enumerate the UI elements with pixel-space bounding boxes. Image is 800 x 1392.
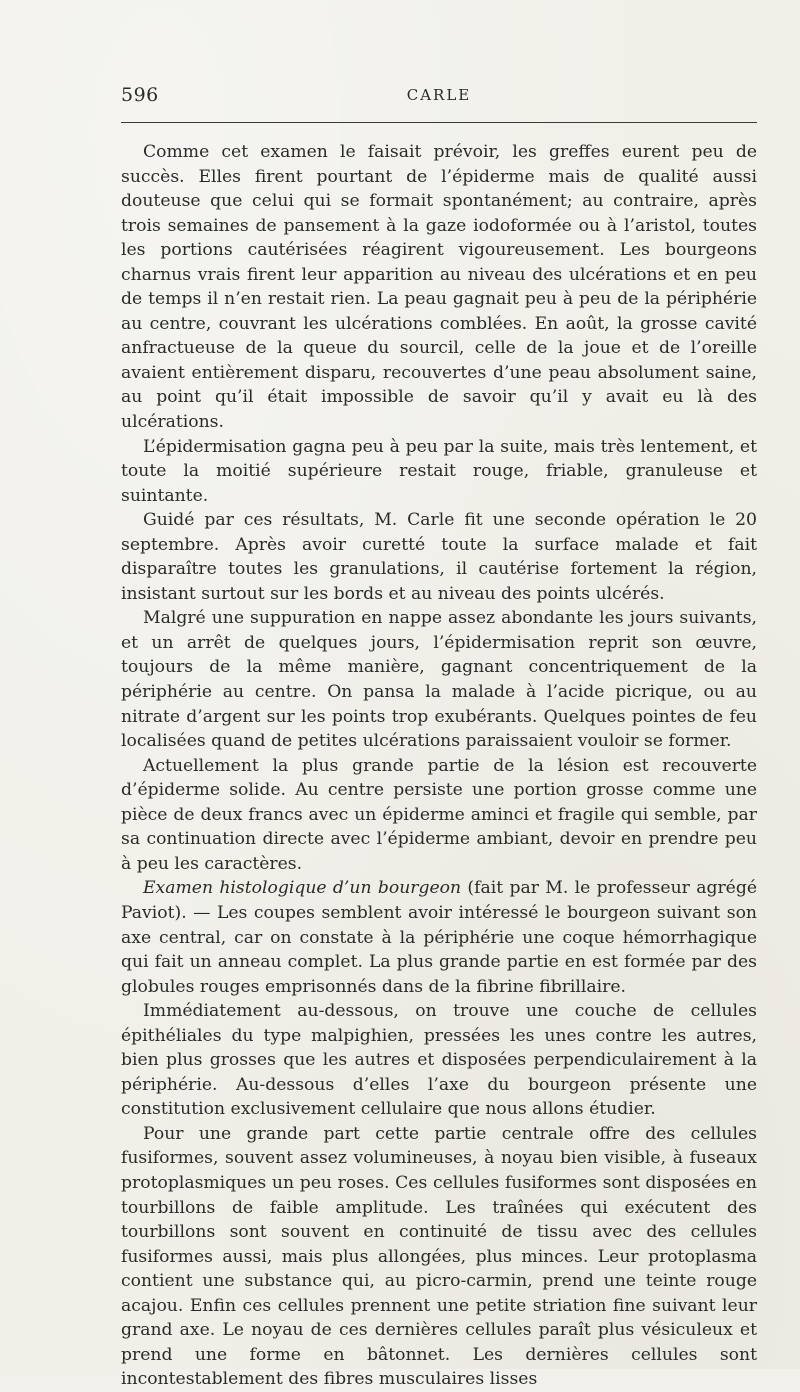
- page-number: 596: [121, 84, 159, 106]
- paragraph-8: Pour une grande part cette partie centrale offre des cellules fusiformes, souvent assez volumineuses, à noyau bien visible, à fuseaux protoplasmiques un peu roses. Ces cellules fusiformes sont disposées en tourbillons de faible amplitude. Les traînées qui exécutent des tourbillons sont souvent en continuité de tissu avec des cellules fusiformes aussi, mais plus allongées, plus minces. Leur protoplasma contient une substance qui, au picro-carmin, prend une teinte rouge acajou. Enfin ces cellules prennent une petite striation fine suivant leur grand axe. Le noyau de ces dernières cellules paraît plus vésiculeux et prend une forme en bâtonnet. Les dernières cellules sont incontestablement des fibres musculaires lisses: [121, 1123, 757, 1390]
- paragraph-3: Guidé par ces résultats, M. Carle fit une seconde opération le 20 septembre. Après avoir curetté toute la surface malade et fait disparaître toutes les granulations, il cautérise fortement la région, insistant surtout sur les bords et au niveau des points ulcérés.: [121, 510, 757, 604]
- paragraph-7: Immédiatement au-dessous, on trouve une couche de cellules épithéliales du type malpighien, pressées les unes contre les autres, bien plus grosses que les autres et disposées perpendiculairement à la périphérie. Au-dessous d’elles l’axe du bourgeon présente une constitution exclusivement cellulaire que nous allons étudier.: [121, 1001, 757, 1120]
- paragraph-2: L’épidermisation gagna peu à peu par la suite, mais très lentement, et toute la moitié supérieure restait rouge, friable, granuleuse et suintante.: [121, 436, 757, 506]
- paragraph-6-text: (fait par M. le professeur agrégé Paviot). — Les coupes semblent avoir intéressé le bourgeon suivant son axe central, car on constate à la périphérie une coque hémorrhagique qui fait un anneau complet. La plus grande partie en est formée par des globules rouges emprisonnés dans de la fibrine fibrillaire.: [121, 878, 758, 997]
- histology-heading: Examen histologique d’un bourgeon: [143, 878, 462, 899]
- paragraph-5: Actuellement la plus grande partie de la lésion est recouverte d’épiderme solide. Au centre persiste une portion grosse comme une pièce de deux francs avec un épiderme aminci et fragile qui semble, par sa continuation directe avec l’épiderme ambiant, devoir en prendre peu à peu les caractères.: [121, 755, 757, 874]
- header-rule: [121, 122, 757, 123]
- paragraph-6: [121, 876, 757, 999]
- paragraph-4: Malgré une suppuration en nappe assez abondante les jours suivants, et un arrêt de quelques jours, l’épidermisation reprit son œuvre, toujours de la même manière, gagnant concentriquement de la périphérie au centre. On pansa la malade à l’acide picrique, ou au nitrate d’argent sur les points trop exubérants. Quelques pointes de feu localisées quand de petites ulcérations paraissaient vouloir se former.: [121, 608, 757, 752]
- body-text: [121, 140, 757, 1392]
- paragraph-1: Comme cet examen le faisait prévoir, les greffes eurent peu de succès. Elles firent pourtant de l’épiderme mais de qualité aussi douteuse que celui qui se formait spontanément; au contraire, après trois semaines de pansement à la gaze iodoformée ou à l’aristol, toutes les portions cautérisées réagirent vigoureusement. Les bourgeons charnus vrais firent leur apparition au niveau des ulcérations et en peu de temps il n’en restait rien. La peau gagnait peu à peu de la périphérie au centre, couvrant les ulcérations comblées. En août, la grosse cavité anfractueuse de la queue du sourcil, celle de la joue et de l’oreille avaient entièrement disparu, recouvertes d’une peau absolument saine, au point qu’il était impossible de savoir qu’il y avait eu là des ulcérations.: [121, 142, 757, 433]
- running-title: CARLE: [406, 86, 472, 104]
- running-head: [121, 84, 757, 110]
